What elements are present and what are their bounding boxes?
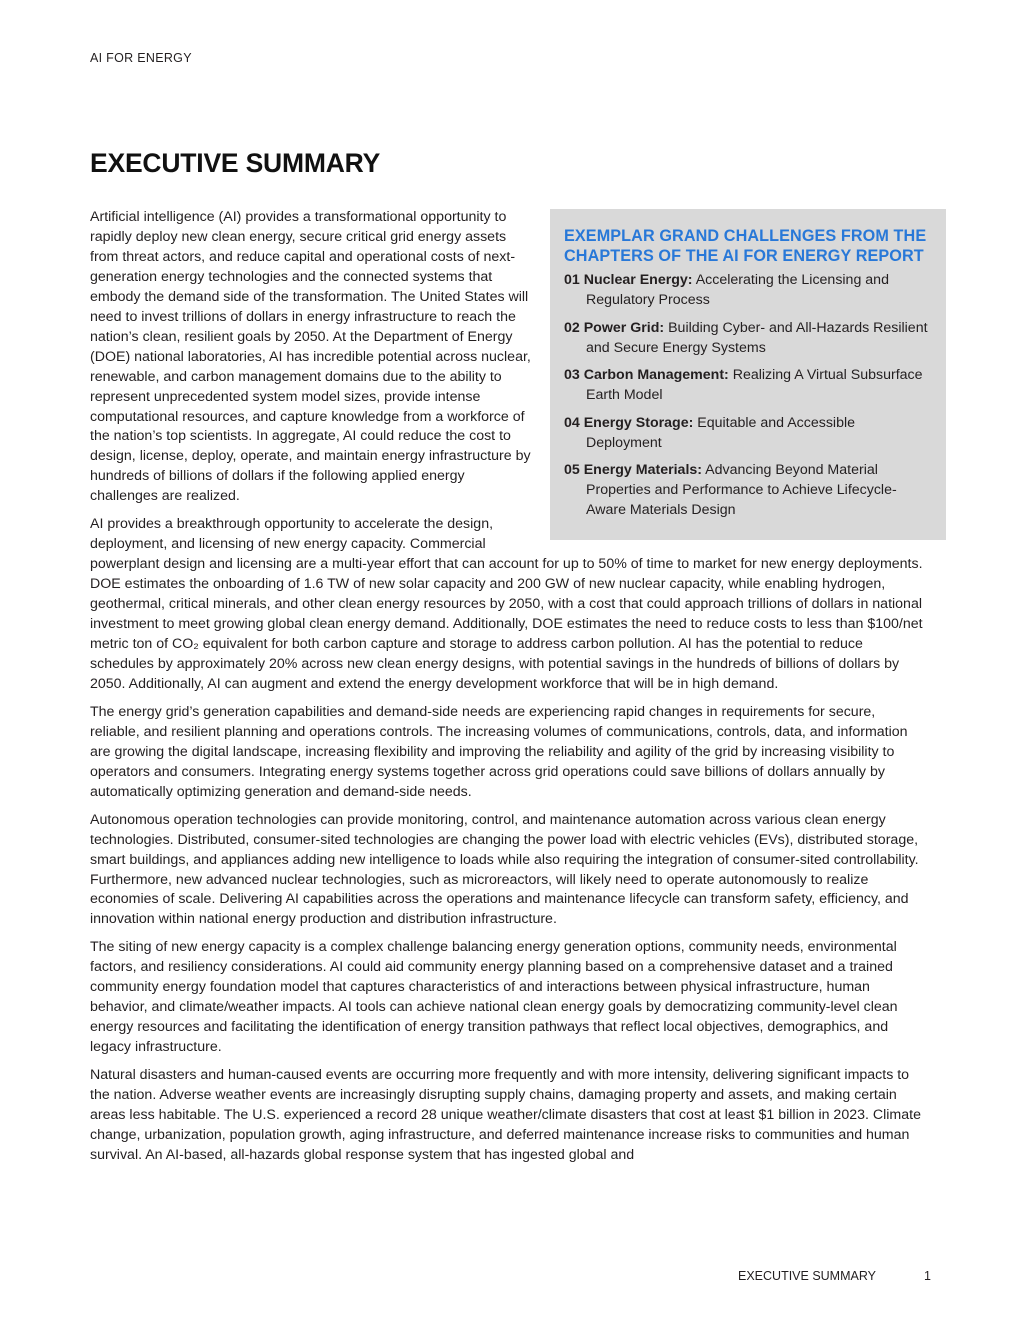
paragraph-energy-capacity: AI provides a breakthrough opportunity to accelerate the design, deployment, and licensing of new energy capacity. Commercial powerplant design and licensing are a multi-year effort that can account for up to 50% of time to market for new energy deployments. DOE estimates the onboarding of 1.6 TW of new solar capacity and 200 GW of new nuclear capacity, while enabling hydrogen, geothermal, critical minerals, and other clean energy resources by 2050, with a cost that could approach trillions of dollars in national investment to meet growing global clean energy demand. Additionally, DOE estimates the need to reduce costs to less than $100/net metric ton of CO₂ equivalent for both carbon capture and storage to address carbon pollution. AI has the potential to reduce schedules by approximately 20% across new clean energy designs, with potential savings in the hundreds of billions of dollars by 2050. Additionally, AI can augment and extend the energy development workforce that will be in high demand. [90, 516, 923, 692]
challenge-description: Building Cyber- and All-Hazards Resilient and Secure Energy Systems [586, 319, 928, 356]
paragraph-autonomous-operations: Autonomous operation technologies can provide monitoring, control, and maintenance automation across various clean energy technologies. Distributed, consumer-sited technologies are changing the power load with electric vehicles (EVs), distributed storage, smart buildings, and appliances adding new intelligence to loads while also requiring the integration of consumer-sited controllability. Furthermore, new advanced nuclear technologies, such as microreactors, will likely need to operate autonomously to realize economies of scale. Delivering AI capabilities across the operations and maintenance lifecycle can transform safety, efficiency, and innovation within national energy production and distribution infrastructure. [90, 811, 919, 928]
paragraph-intro: Artificial intelligence (AI) provides a transformational opportunity to rapidly deploy new clean energy, secure critical grid energy assets from threat actors, and reduce capital and operational costs of next-generation energy technologies and the connected systems that embody the demand side of the transformation. The United States will need to invest trillions of dollars in energy infrastructure to reach the nation’s clean, resilient goals by 2050. At the Department of Energy (DOE) national laboratories, AI has incredible potential across nuclear, renewable, and carbon management domains due to the ability to represent unprecedented system model sizes, provide intense computational resources, and capture knowledge from a workforce of the nation’s top scientists. In aggregate, AI could reduce the cost to design, license, deploy, operate, and maintain energy infrastructure by hundreds of billions of dollars if the following applied energy challenges are realized. [90, 209, 531, 505]
page-title: EXECUTIVE SUMMARY [90, 148, 381, 178]
challenge-heading: 02 Power Grid: [564, 319, 665, 336]
grand-challenges-sidebar [550, 209, 946, 540]
page-number: 1 [924, 1269, 931, 1283]
sidebar-title: EXEMPLAR GRAND CHALLENGES FROM THE CHAPTERS OF THE AI FOR ENERGY REPORT [564, 227, 927, 265]
challenge-description: Realizing A Virtual Subsurface Earth Model [586, 367, 923, 403]
challenge-item-power-grid [564, 318, 932, 358]
paragraph-energy-siting: The siting of new energy capacity is a complex challenge balancing energy generation options, community needs, environmental factors, and resiliency considerations. AI could aid community energy planning based on a comprehensive dataset and a trained community energy foundation model that captures characteristics of and interactions between physical infrastructure, human behavior, and climate/weather impacts. AI tools can achieve national clean energy goals by democratizing community-level clean energy resources and facilitating the identification of energy transition pathways that reflect local objectives, demographics, and legacy infrastructure. [90, 939, 898, 1056]
challenge-heading: 03 Carbon Management: [564, 367, 729, 383]
main-content [90, 208, 928, 1174]
running-footer: EXECUTIVE SUMMARY [738, 1269, 876, 1283]
challenge-heading: 01 Nuclear Energy: [564, 272, 693, 288]
challenge-description: Equitable and Accessible Deployment [586, 414, 856, 451]
paragraph-energy-grid: The energy grid’s generation capabilities and demand-side needs are experiencing rapid changes in requirements for secure, reliable, and resilient planning and operations controls. The increasing volumes of communications, controls, data, and information are growing the digital landscape, increasing flexibility and improving the reliability and agility of the grid by increasing visibility to operators and consumers. Integrating energy systems together across grid operations could save billions of dollars annually by automatically optimizing generation and demand-side needs. [90, 703, 908, 800]
challenge-description: Advancing Beyond Material Properties and Performance to Achieve Lifecycle-Aware Materials Design [586, 462, 897, 518]
challenge-heading: 04 Energy Storage: [564, 414, 694, 431]
paragraph-natural-disasters: Natural disasters and human-caused events are occurring more frequently and with more intensity, delivering significant impacts to the nation. Adverse weather events are increasingly disrupting supply chains, damaging property and assets, and making certain areas less habitable. The U.S. experienced a record 28 unique weather/climate disasters that cost at least $1 billion in 2023. Climate change, urbanization, population growth, aging infrastructure, and deferred maintenance increase risks to communities and human survival. An AI-based, all-hazards global response system that has ingested global and [90, 1067, 921, 1163]
challenge-item-carbon-management [564, 365, 932, 405]
challenge-list [564, 270, 932, 520]
challenge-item-nuclear-energy [564, 270, 932, 310]
challenge-item-energy-materials [564, 460, 932, 520]
challenge-item-energy-storage [564, 413, 932, 453]
challenge-description: Accelerating the Licensing and Regulatory Process [586, 272, 889, 308]
running-header: AI FOR ENERGY [90, 51, 192, 65]
challenge-heading: 05 Energy Materials: [564, 462, 702, 478]
